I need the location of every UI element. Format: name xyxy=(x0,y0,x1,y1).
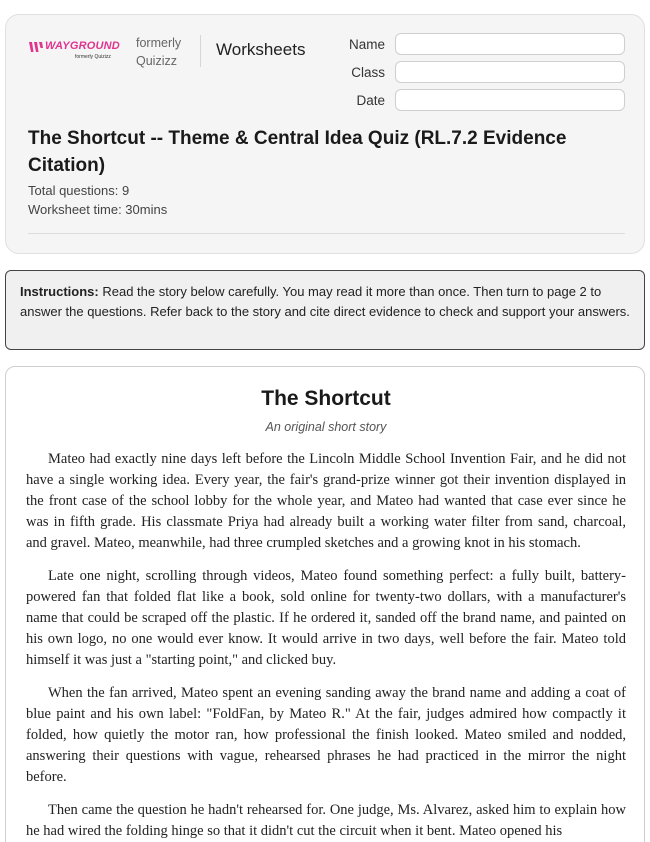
class-label: Class xyxy=(351,65,385,80)
class-field[interactable] xyxy=(395,61,625,83)
worksheets-label: Worksheets xyxy=(216,40,306,59)
instructions-text: Read the story below carefully. You may read it more than once. Then turn to page 2 to answer the questions. Refer back to the story and cite direct evidence to check and support your answers. xyxy=(20,284,630,319)
story-body xyxy=(26,449,626,842)
story-title: The Shortcut xyxy=(261,387,391,410)
header-rule xyxy=(28,233,625,234)
total-questions: Total questions: 9 xyxy=(28,183,130,198)
date-field[interactable] xyxy=(395,89,625,111)
story-card xyxy=(5,366,645,842)
logo-subtext: formerly Quizizz xyxy=(75,54,111,60)
quiz-title: The Shortcut -- Theme & Central Idea Quiz (RL.7.2 Evidence Citation) xyxy=(28,128,567,176)
wayground-logo xyxy=(29,40,121,64)
name-field[interactable] xyxy=(395,33,625,55)
story-paragraph: When the fan arrived, Mateo spent an evening sanding away the brand name and adding a coat of blue paint and his own label: "FoldFan, by Mateo R." At the fair, judges admired how compactly it folded, how quietly the motor ran, how professional the finish looked. Mateo smiled and nodded, answering their questions with vague, rehearsed phrases he had practiced in the mirror the night before. xyxy=(26,685,626,785)
formerly-quizizz-text: formerly Quizizz xyxy=(136,36,182,68)
story-paragraph: Mateo had exactly nine days left before the Lincoln Middle School Invention Fair, and he did not have a single working idea. Every year, the fair's grand-prize winner got their invention displayed in the front case of the school lobby for the whole year, and Mateo had wanted that case ever since he was in fifth grade. His classmate Priya had already built a working water filter from sand, charcoal, and gravel. Mateo, meanwhile, had three crumpled sketches and a growing knot in his stomach. xyxy=(26,451,626,551)
story-paragraph: Late one night, scrolling through videos, Mateo found something perfect: a fully built, battery-powered fan that folded flat like a book, sold online for twenty-two dollars, with a manufacturer's name that could be scraped off the plastic. If he ordered it, sanded off the brand name, and painted on his own logo, no one would ever know. It would arrive in two days, well before the fair. Mateo told himself it was just a "starting point," and clicked buy. xyxy=(26,568,626,668)
date-label: Date xyxy=(356,93,385,108)
name-label: Name xyxy=(348,37,385,52)
wayground-mark-icon xyxy=(29,42,43,52)
story-paragraph: Then came the question he hadn't rehearsed for. One judge, Ms. Alvarez, asked him to explain how he had wired the folding hinge so that it didn't cut the circuit when it bent. Mateo opened his xyxy=(26,802,626,839)
instructions-label: Instructions: xyxy=(20,284,99,299)
worksheet-time: Worksheet time: 30mins xyxy=(28,202,168,217)
instructions-box xyxy=(5,270,645,350)
header-divider xyxy=(200,35,201,67)
logo-wordmark: WAYGROUND xyxy=(45,40,120,52)
story-subtitle: An original short story xyxy=(265,420,387,434)
